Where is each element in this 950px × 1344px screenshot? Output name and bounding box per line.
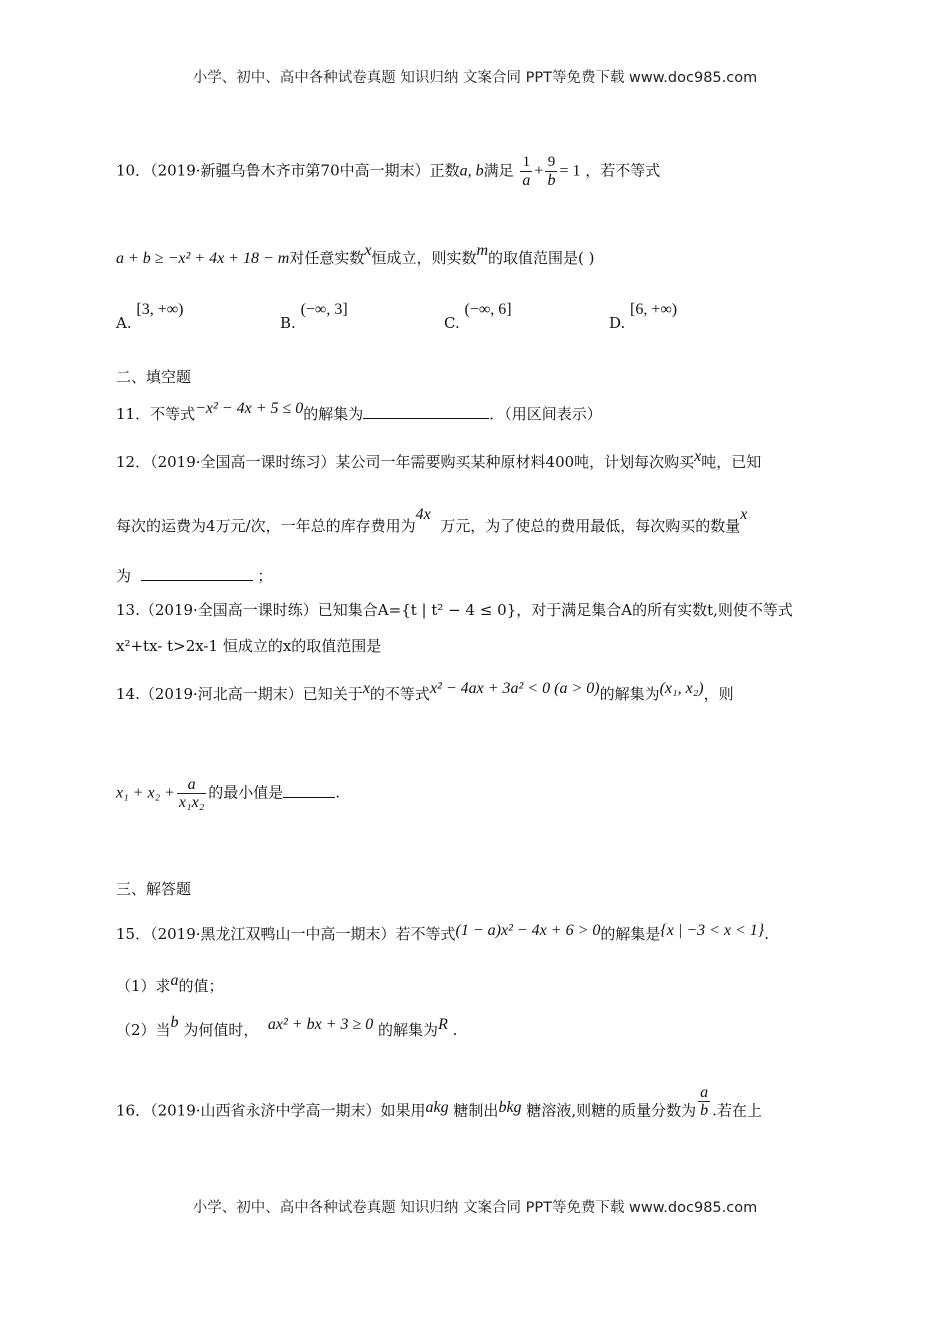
answer-blank-11[interactable] bbox=[363, 404, 489, 419]
answer-blank-12[interactable] bbox=[141, 566, 253, 581]
fraction-a-over-x1x2: $\frac{a}{\text{x₁x₂}}$ bbox=[178, 776, 205, 811]
question-11: 11．不等式−x² − 4x + 5 ≤ 0的解集为 ．（用区间表示） bbox=[116, 400, 602, 423]
question-12-line-1: 12．（2019·全国高一课时练习）某公司一年需要购买某种原材料400吨，计划每次购买x吨，已知 bbox=[116, 448, 762, 471]
fraction-9-over-b: $\frac{9}{b}$ bbox=[547, 154, 556, 189]
fraction-1-over-a: $\frac{1}{a}$ bbox=[522, 154, 531, 189]
question-12-line-3: 为 ； bbox=[116, 567, 273, 585]
question-13-line-2: x²+tx- t>2x-1 恒成立的x的取值范围是 bbox=[116, 637, 382, 655]
question-10-line-1: 10．（2019·新疆乌鲁木齐市第70中高一期末）正数a, b满足 $\frac{1}{a}$ + $\frac{9}{b}$ = 1 ，若不等式 bbox=[116, 154, 661, 189]
answer-blank-14[interactable] bbox=[283, 783, 335, 798]
section-answer-title: 三、解答题 bbox=[116, 880, 192, 898]
fraction-a-over-b: $\frac{a}{b}$ bbox=[700, 1084, 709, 1119]
question-15-line-1: 15．（2019·黑龙江双鸭山一中高一期末）若不等式(1 − a)x² − 4x + 6 > 0的解集是{x | −3 < x < 1}. bbox=[116, 922, 769, 943]
question-13-line-1: 13.（2019·全国高一课时练）已知集合A={t | t² − 4 ≤ 0}，对于满足集合A的所有实数t,则使不等式 bbox=[116, 601, 793, 619]
section-fill-in-title: 二、填空题 bbox=[116, 368, 192, 386]
question-16-line-1: 16．（2019·山西省永济中学高一期末）如果用akg 糖制出bkg 糖溶液,则糖的质量分数为 $\frac{a}{b}$ .若在上 bbox=[116, 1084, 762, 1120]
page-header: 小学、初中、高中各种试卷真题 知识归纳 文案合同 PPT等免费下载 www.doc985.com bbox=[192, 70, 758, 86]
question-15-part-1: （1）求a的值； bbox=[116, 972, 224, 995]
question-14-line-1: 14.（2019·河北高一期末）已知关于x的不等式x² − 4ax + 3a² < 0 (a > 0)的解集为(x₁, x₂)，则 bbox=[116, 680, 734, 703]
question-10-line-2: a + b ≥ −x² + 4x + 18 − m对任意实数x恒成立，则实数m的取值范围是( ) bbox=[116, 242, 595, 267]
option-d[interactable]: D. [6, +∞) bbox=[609, 301, 678, 332]
page-footer: 小学、初中、高中各种试卷真题 知识归纳 文案合同 PPT等免费下载 www.doc985.com bbox=[192, 1200, 758, 1216]
option-a[interactable]: A. [3, +∞) bbox=[116, 301, 184, 332]
option-b[interactable]: B. (−∞, 3] bbox=[280, 301, 348, 332]
question-14-line-2: x₁ + x₂ + $\frac{a}{\text{x₁x₂}}$ 的最小值是 . bbox=[116, 776, 341, 811]
question-15-part-2: （2）当b 为何值时， ax² + bx + 3 ≥ 0 的解集为R . bbox=[116, 1014, 458, 1039]
question-12-line-2: 每次的运费为4万元/次，一年总的库存费用为4x 万元，为了使总的费用最低，每次购买的数量x bbox=[116, 506, 748, 535]
option-c[interactable]: C. (−∞, 6] bbox=[444, 301, 512, 332]
